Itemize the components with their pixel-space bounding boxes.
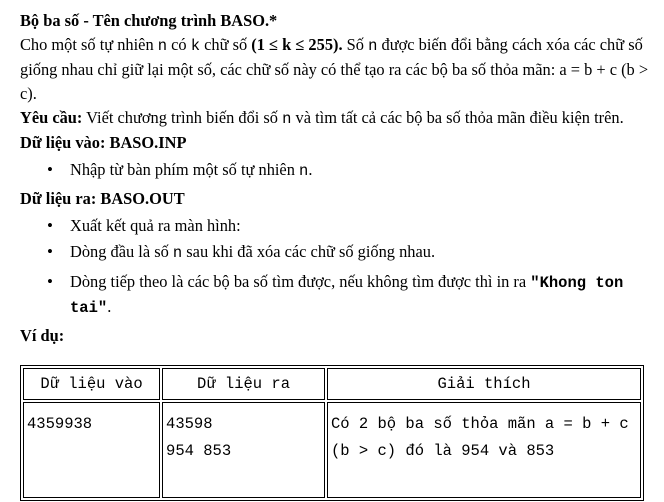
- header-input: Dữ liệu vào: [23, 368, 160, 400]
- input-heading-text: Dữ liệu vào: BASO.INP: [20, 133, 187, 152]
- output-heading: [20, 187, 656, 211]
- header-explanation: Giải thích: [327, 368, 641, 400]
- list-item: [20, 270, 656, 320]
- output-heading-text: Dữ liệu ra: BASO.OUT: [20, 189, 185, 208]
- list-item: [20, 158, 656, 183]
- output-line-1: 43598: [166, 415, 213, 433]
- output-line-2: 954 853: [166, 442, 232, 460]
- title-rest: - Tên chương trình BASO.*: [79, 11, 278, 30]
- problem-document: [20, 9, 656, 348]
- output-list: [20, 214, 656, 320]
- requirement-text-1: Viết chương trình biến đổi số: [82, 108, 283, 127]
- requirement-text-2: và tìm tất cả các bộ ba số thỏa mãn điều kiện trên.: [291, 108, 624, 127]
- var-k: k: [190, 37, 201, 55]
- output-item-2-text: Dòng đầu là số: [70, 242, 173, 261]
- example-heading-text: Ví dụ:: [20, 326, 65, 345]
- problem-intro: [20, 33, 656, 106]
- intro-text-2: có: [167, 35, 191, 54]
- table-header-row: [23, 368, 641, 400]
- khong-ton-tai-code: "Khong ton tai": [70, 274, 624, 317]
- requirement: [20, 106, 656, 131]
- intro-text-1: Cho một số tự nhiên: [20, 35, 158, 54]
- var-n: n: [368, 37, 378, 55]
- cell-explanation: [327, 402, 641, 498]
- output-item-1: Xuất kết quả ra màn hình:: [70, 216, 241, 235]
- input-item-end: .: [308, 160, 313, 179]
- list-item: [20, 214, 656, 238]
- example-heading: [20, 324, 656, 348]
- input-heading: [20, 131, 656, 155]
- cell-output: [162, 402, 325, 498]
- cell-input: [23, 402, 160, 498]
- intro-text-3: chữ số: [200, 35, 252, 54]
- example-table: [20, 365, 644, 501]
- output-item-3-text: Dòng tiếp theo là các bộ ba số tìm được, nếu không tìm được thì in ra: [70, 272, 531, 291]
- var-n: n: [172, 244, 183, 262]
- problem-title: [20, 9, 656, 33]
- var-n: n: [157, 37, 168, 55]
- var-n: n: [282, 110, 292, 128]
- intro-text-4: Số: [342, 35, 369, 54]
- table-row: [23, 402, 641, 498]
- input-item-text: Nhập từ bàn phím một số tự nhiên: [70, 160, 300, 179]
- output-item-2-end: sau khi đã xóa các chữ số giống nhau.: [182, 242, 436, 261]
- list-item: [20, 240, 656, 265]
- output-item-3-end: .: [107, 297, 112, 316]
- input-list: [20, 158, 656, 183]
- input-value: 4359938: [27, 415, 93, 433]
- header-output: Dữ liệu ra: [162, 368, 325, 400]
- title-main: Bộ ba số: [20, 11, 80, 30]
- var-n: n: [299, 162, 309, 180]
- constraint: (1 ≤ k ≤ 255).: [251, 35, 343, 54]
- intro-text-5: được biến đổi bằng cách xóa các chữ số giống nhau chỉ giữ lại một số, các chữ số này có thể tạo ra các bộ ba số thỏa mãn: a = b + c (b > c).: [20, 35, 649, 103]
- requirement-label: Yêu cầu:: [20, 108, 83, 127]
- explanation-text: Có 2 bộ ba số thỏa mãn a = b + c (b > c) đó là 954 và 853: [331, 415, 629, 460]
